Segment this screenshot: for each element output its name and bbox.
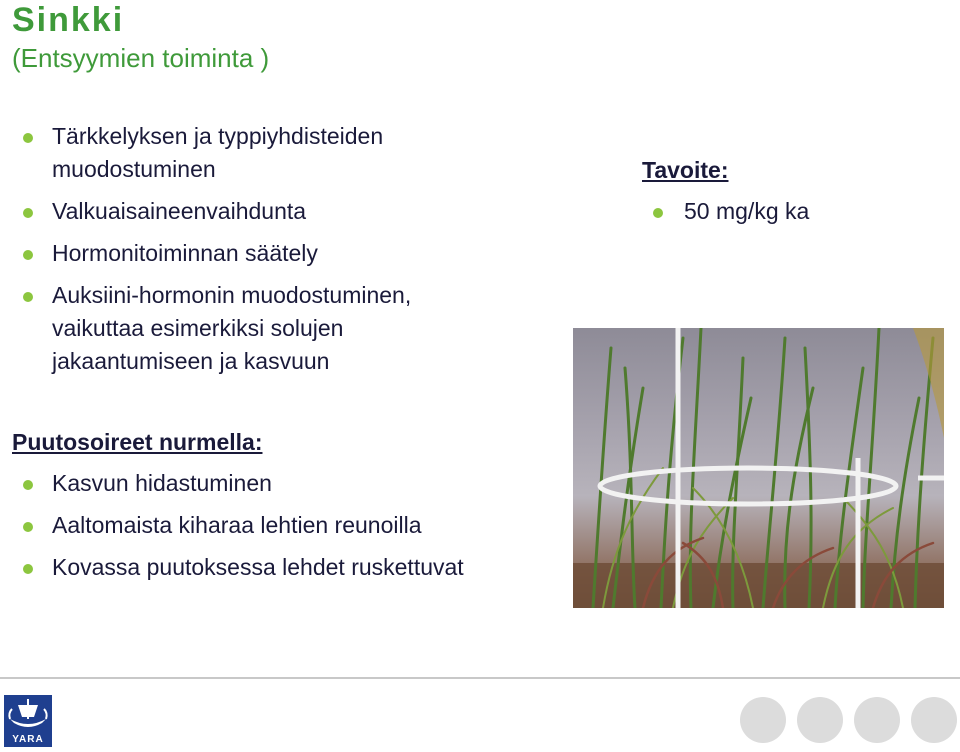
list-item <box>642 195 942 228</box>
decor-circle <box>797 697 843 743</box>
list-item-text: Auksiini-hormonin muodostuminen, vaikuttaa esimerkiksi solujen jakaantumiseen ja kasvuun <box>52 282 412 374</box>
deficiency-heading: Puutosoireet nurmella: <box>12 429 263 455</box>
bullet-icon <box>23 564 33 574</box>
bullet-icon <box>653 208 663 218</box>
list-item-text: Kasvun hidastuminen <box>52 470 272 496</box>
target-list <box>642 195 942 237</box>
decor-circle <box>740 697 786 743</box>
bullet-icon <box>23 250 33 260</box>
yara-logo <box>4 695 52 747</box>
list-item <box>12 195 552 228</box>
list-item-text: Tärkkelyksen ja typpiyhdisteiden muodostuminen <box>52 123 384 182</box>
slide-subtitle: (Entsyymien toiminta ) <box>12 43 270 73</box>
list-item-text: Kovassa puutoksessa lehdet ruskettuvat <box>52 554 464 580</box>
list-item-text: Aaltomaista kiharaa lehtien reunoilla <box>52 512 422 538</box>
viking-ship-icon <box>4 695 52 735</box>
target-heading: Tavoite: <box>642 157 729 183</box>
deficiency-list <box>12 467 572 593</box>
bullet-icon <box>23 133 33 143</box>
grass-photo <box>573 328 944 608</box>
bullet-icon <box>23 522 33 532</box>
bullet-icon <box>23 480 33 490</box>
bullet-icon <box>23 208 33 218</box>
decor-circle <box>854 697 900 743</box>
list-item <box>12 120 552 186</box>
list-item <box>12 467 572 500</box>
list-item-text: 50 mg/kg ka <box>684 198 810 224</box>
list-item <box>12 237 552 270</box>
list-item-text: Valkuaisaineenvaihdunta <box>52 198 307 224</box>
list-item <box>12 509 572 542</box>
slide-title: Sinkki <box>12 1 125 39</box>
footer-divider <box>0 677 960 679</box>
list-item-text: Hormonitoiminnan säätely <box>52 240 318 266</box>
decor-circle <box>911 697 957 743</box>
list-item <box>12 551 572 584</box>
bullet-icon <box>23 292 33 302</box>
list-item <box>12 279 492 378</box>
functions-list <box>12 120 552 387</box>
logo-text: YARA <box>12 734 44 745</box>
grass-illustration <box>573 328 944 608</box>
